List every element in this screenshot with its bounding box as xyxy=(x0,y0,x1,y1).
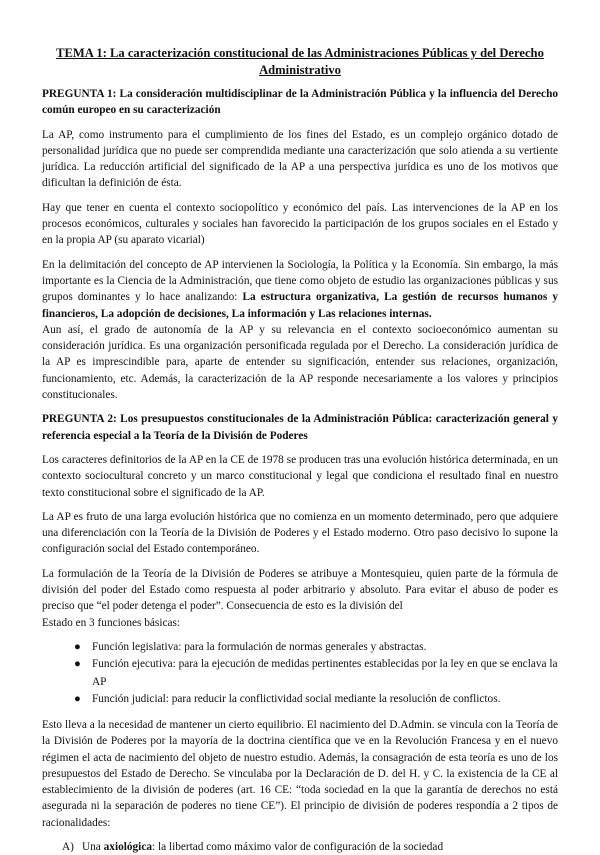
rationalities-list xyxy=(42,839,558,855)
list-item: A) Una axiológica: la libertad como máximo valor de configuración de la sociedad xyxy=(62,839,558,855)
document-title: TEMA 1: La caracterización constitucional de las Administraciones Públicas y del Derecho Administrativo xyxy=(56,46,544,77)
question-2-heading: PREGUNTA 2: Los presupuestos constitucionales de la Administración Pública: caracterización general y referencia especial a la Teoría de la División de Poderes xyxy=(42,413,558,442)
paragraph: La AP, como instrumento para el cumplimiento de los fines del Estado, es un complejo orgánico dotado de personalidad jurídica que no puede ser comprendida mediante una caracterización que solo atienda a su vertiente jurídica. La reducción artificial del significado de la AP a una perspectiva jurídica es uno de los motivos que dificultan la definición de ésta. xyxy=(42,128,558,190)
bullet-icon: ● xyxy=(74,693,81,706)
paragraph xyxy=(42,257,558,322)
document-page xyxy=(42,45,558,855)
paragraph xyxy=(42,566,558,631)
functions-list xyxy=(42,639,558,709)
paragraph-bold-text: La estructura organizativa, La gestión de recursos humanos y financieros, La adopción de decisiones, La información y Las relaciones internas. xyxy=(42,291,558,320)
list-item: ● Función legislativa: para la formulación de normas generales y abstractas. xyxy=(74,639,558,657)
bullet-icon: ● xyxy=(74,640,81,653)
paragraph-text: La formulación de la Teoría de la División de Poderes se atribuye a Montesquieu, quien parte de la fórmula de división del poder del Estado como respuesta al poder arbitrario y absoluto. Para evitar el abuso de poder es preciso que “el poder detenga el poder”. Consecuencia de esto es la división del xyxy=(42,567,558,613)
list-item: ● Función ejecutiva: para la ejecución de medidas pertinentes establecidas por la ley en que se enclava la AP xyxy=(74,658,558,688)
list-marker: A) xyxy=(62,840,74,853)
paragraph: Esto lleva a la necesidad de mantener un cierto equilibrio. El nacimiento del D.Admin. se vincula con la Teoría de la División de Poderes por la mayoría de la doctrina científica que ve en la Revolución Francesa y en el nuevo régimen el acta de nacimiento del objeto de nuestro estudio. Además, la consagración de esta teoría es uno de los presupuestos del Estado de Derecho. Se vinculaba por la Declaración de D. del H. y C. la existencia de la CE al establecimiento de la división de poderes (art. 16 CE: “toda sociedad en la que la garantía de derechos no está asegurada ni la separación de poderes no tiene CE”). El principio de división de poderes respondía a 2 tipos de racionalidades: xyxy=(42,718,558,829)
paragraph: Hay que tener en cuenta el contexto sociopolítico y económico del país. Las intervenciones de la AP en los procesos económicos, culturales y sociales han favorecido la participación de los grupos sociales en el Estado y en la propia AP (su aparato vicarial) xyxy=(42,201,558,247)
paragraph-text: En la delimitación del concepto de AP intervienen la Sociología, la Política y la Economía. Sin embargo, la más importante es la Ciencia de la Administración, que tiene como objeto de estudio las organizaciones públicas y sus grupos dominantes y lo hace analizando: xyxy=(42,258,558,304)
paragraph: La AP es fruto de una larga evolución histórica que no comienza en un momento determinado, pero que adquiere una diferenciación con la Teoría de la División de Poderes y el Estado moderno. Otro paso decisivo lo supone la configuración social del Estado contemporáneo. xyxy=(42,510,558,556)
paragraph: Aun así, el grado de autonomía de la AP y su relevancia en el contexto socioeconómico aumentan su consideración jurídica. Es una organización personificada regulada por el Derecho. La consideración jurídica de la AP es imprescindible para, aparte de entender su significación, entender sus relaciones, organización, funcionamiento, etc. Además, la caracterización de la AP responde necesariamente a los valores y principios constitucionales. xyxy=(42,323,558,402)
question-1-heading: PREGUNTA 1: La consideración multidisciplinar de la Administración Pública y la influencia del Derecho común europeo en su caracterización xyxy=(42,88,558,117)
list-item: ● Función judicial: para reducir la conflictividad social mediante la resolución de conflictos. xyxy=(74,691,558,709)
paragraph: Los caracteres definitorios de la AP en la CE de 1978 se producen tras una evolución histórica determinada, en un contexto sociocultural concreto y un marco constitucional y legal que condiciona el resultado final en nuestro texto constitucional sobre el significado de la AP. xyxy=(42,453,558,499)
paragraph-text: Estado en 3 funciones básicas: xyxy=(42,616,181,629)
bullet-icon: ● xyxy=(74,658,81,671)
